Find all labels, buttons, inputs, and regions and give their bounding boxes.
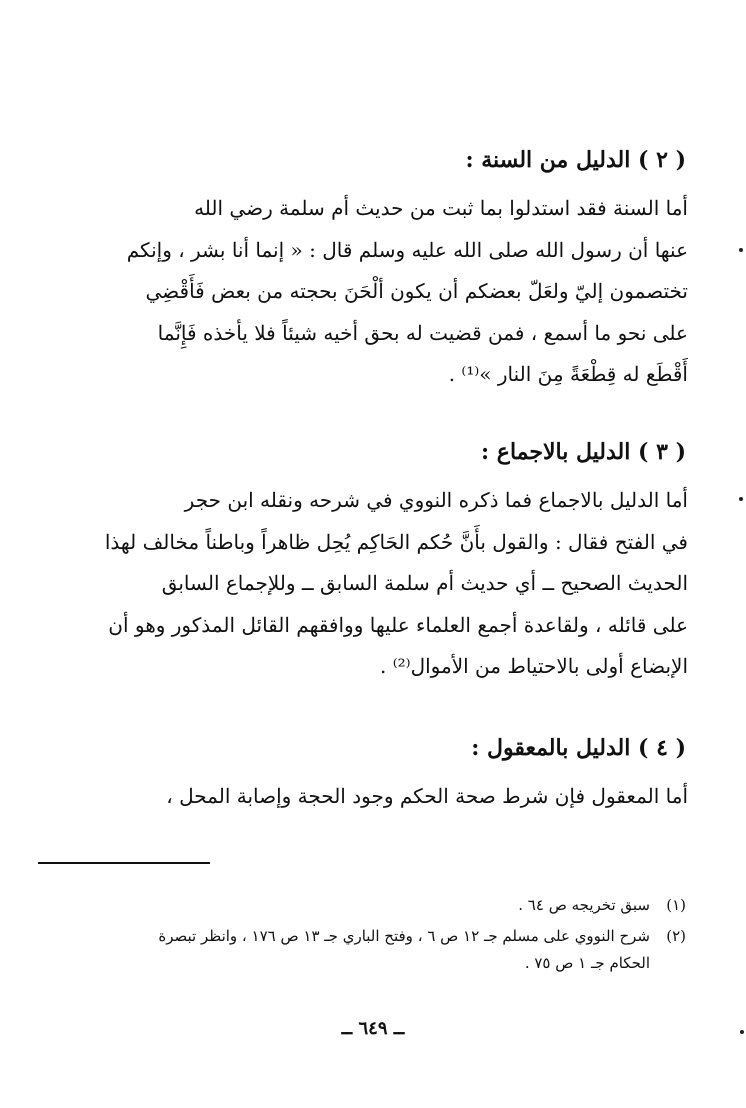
body-line: على نحو ما أسمع ، فمن قضيت له بحق أخيه شيئاً فلا يأخذه فَإِنَّما: [157, 320, 688, 345]
body-line: أما الدليل بالاجماع فما ذكره النووي في شرحه ونقله ابن حجر: [184, 488, 688, 512]
body-line: تختصمون إليّ ولعَلّ بعضكم أن يكون ألْحَنَ بحجته من بعض فَأَقْضِي: [145, 279, 688, 303]
footnote-text: شرح النووي على مسلم جـ ١٢ ص ٦ ، وفتح الباري جـ ١٣ ص ١٧٦ ، وانظر تبصرة: [158, 927, 650, 945]
scan-dot-mark: [739, 248, 743, 252]
footnote-separator: [38, 862, 210, 864]
footnote-1: [46, 892, 686, 919]
section-body-ijma: [98, 480, 688, 688]
body-line: على قائله ، ولقاعدة أجمع العلماء عليها ووافقهم القائل المذكور وهو أن: [108, 612, 688, 637]
footnote-number: (١): [666, 896, 686, 914]
body-line: أما السنة فقد استدلوا بما ثبت من حديث أم سلمة رضي الله: [194, 196, 688, 220]
section-body-sunnah: [98, 188, 688, 396]
section-body-reason: [98, 776, 688, 818]
body-line: في الفتح فقال : والقول بأَنَّ حُكم الحَاكِم يُحِل ظاهراً وباطناً مخالف لهذا: [104, 529, 688, 554]
footnote-text: سبق تخريجه ص ٦٤ .: [518, 896, 650, 914]
body-line: عنها أن رسول الله صلى الله عليه وسلم قال : « إنما أنا بشر ، وإنكم: [126, 237, 688, 262]
body-line: الإبضاع أولى بالاحتياط من الأموال⁽²⁾ .: [379, 654, 688, 678]
page-number: ــ ٦٤٩ ــ: [341, 1018, 405, 1039]
section-heading-sunnah: ( ٢ ) الدليل من السنة :: [465, 147, 686, 173]
body-line: أَقْطَع له قِطْعَةً مِنَ النار »⁽¹⁾ .: [448, 362, 688, 386]
scan-dot-mark: [739, 497, 743, 501]
footnote-2: [46, 923, 686, 977]
footnote-number: (٢): [666, 927, 686, 945]
section-heading-reason: ( ٤ ) الدليل بالمعقول :: [471, 735, 686, 761]
body-line: أما المعقول فإن شرط صحة الحكم وجود الحجة وإصابة المحل ،: [166, 784, 688, 808]
section-heading-ijma: ( ٣ ) الدليل بالاجماع :: [481, 439, 686, 465]
scan-dot-mark: [740, 1030, 744, 1034]
footnote-text: الحكام جـ ١ ص ٧٥ .: [524, 954, 650, 972]
body-line: الحديث الصحيح ــ أي حديث أم سلمة السابق ــ وللإجماع السابق: [161, 571, 688, 595]
